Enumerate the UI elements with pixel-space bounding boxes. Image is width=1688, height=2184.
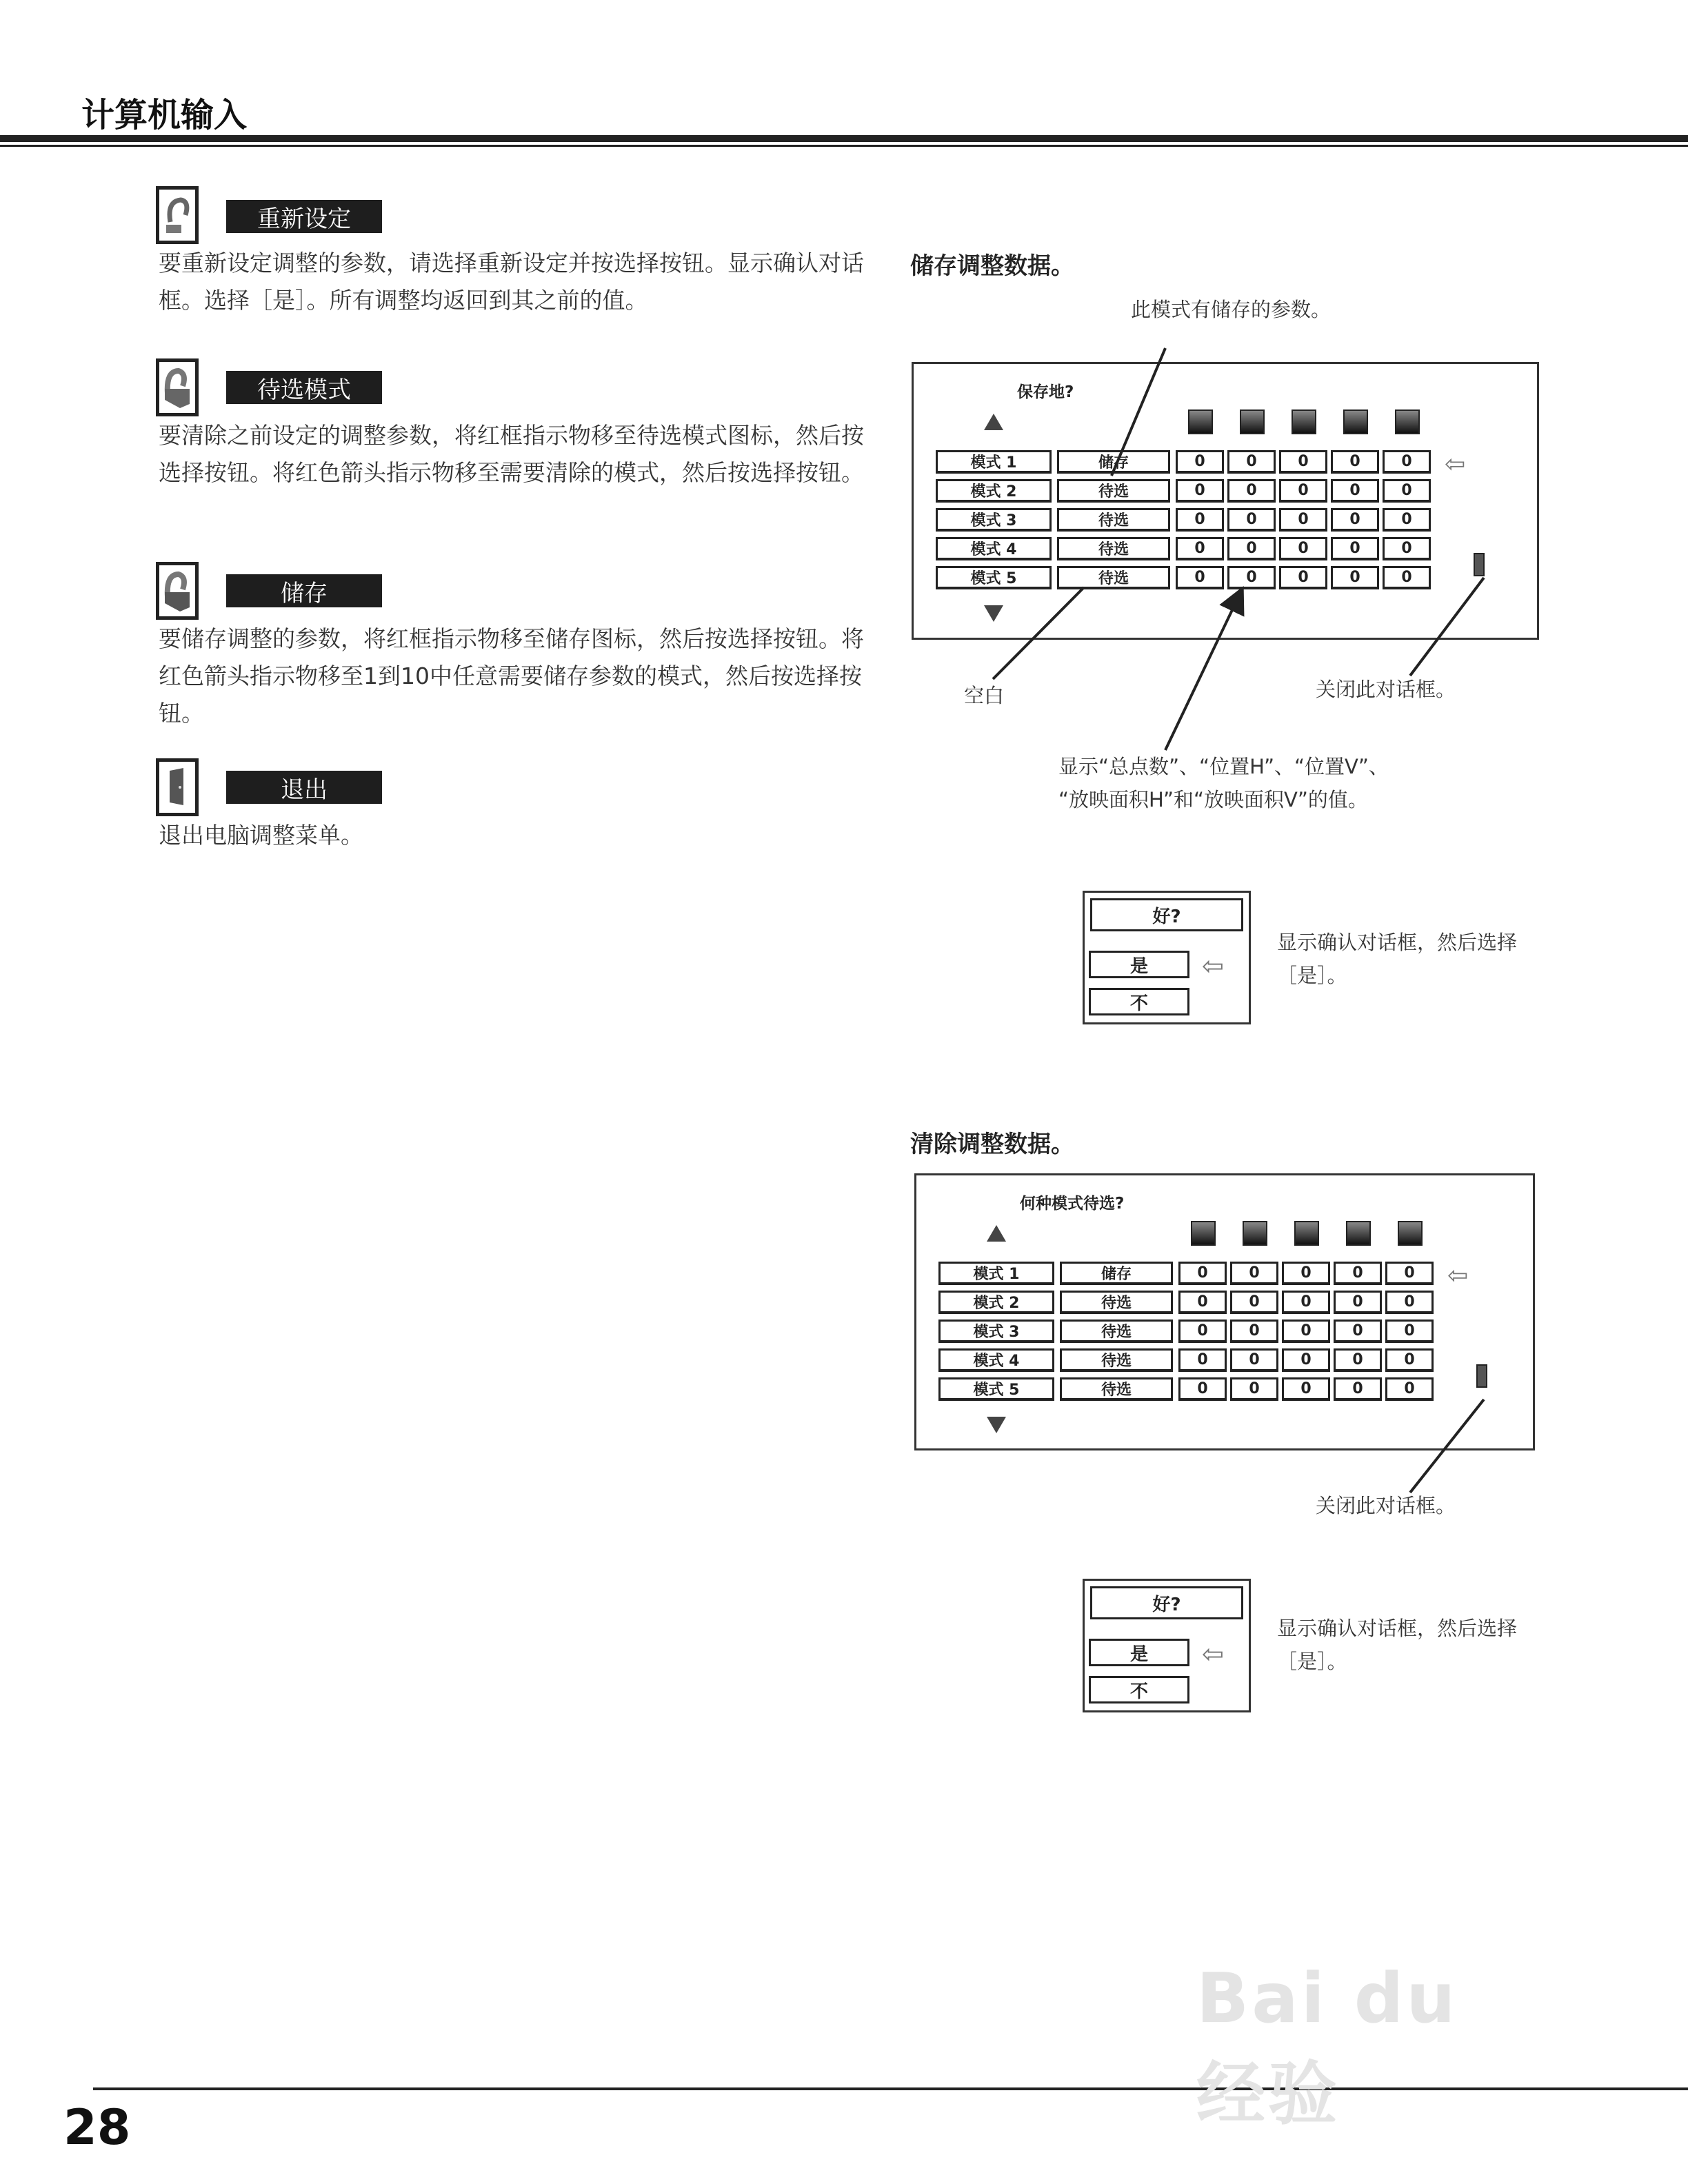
pointer-arrow-icon: ⇦: [1445, 450, 1466, 478]
value-cell: 0: [1227, 450, 1276, 474]
value-cell: 0: [1334, 1291, 1382, 1314]
mode-cell[interactable]: 模式 3: [936, 508, 1052, 532]
callout-stored: 此模式有储存的参数。: [1131, 298, 1332, 321]
callout-close: 关闭此对话框。: [1316, 678, 1456, 701]
value-cell: 0: [1331, 537, 1379, 560]
status-cell[interactable]: 储存: [1060, 1262, 1173, 1285]
value-cell: 0: [1230, 1291, 1278, 1314]
value-cell: 0: [1279, 479, 1327, 503]
section-text: 退出电脑调整菜单。: [159, 822, 363, 849]
status-cell[interactable]: 待选: [1057, 508, 1170, 532]
mode-cell[interactable]: 模式 1: [936, 450, 1052, 474]
dialog-title: 保存地?: [1017, 383, 1074, 401]
value-cell: 0: [1331, 508, 1379, 532]
confirm-title: 好?: [1090, 1586, 1243, 1619]
status-cell[interactable]: 待选: [1060, 1320, 1173, 1343]
value-cell: 0: [1178, 1348, 1227, 1372]
value-cell: 0: [1230, 1262, 1278, 1285]
mode-cell[interactable]: 模式 2: [938, 1291, 1054, 1314]
value-cell: 0: [1279, 537, 1327, 560]
store-heading: 储存调整数据。: [910, 252, 1074, 280]
value-cell: 0: [1176, 450, 1224, 474]
value-cell: 0: [1230, 1348, 1278, 1372]
clear-heading: 清除调整数据。: [910, 1131, 1074, 1158]
value-cell: 0: [1383, 537, 1431, 560]
value-cell: 0: [1334, 1377, 1382, 1401]
value-cell: 0: [1383, 479, 1431, 503]
confirm-note: 显示确认对话框，然后选择: [1277, 931, 1518, 954]
value-cell: 0: [1178, 1262, 1227, 1285]
value-cell: 0: [1282, 1348, 1330, 1372]
status-cell[interactable]: 储存: [1057, 450, 1170, 474]
dialog-title: 何种模式待选?: [1020, 1195, 1125, 1213]
value-cell: 0: [1383, 450, 1431, 474]
value-cell: 0: [1230, 1320, 1278, 1343]
status-cell[interactable]: 待选: [1057, 566, 1170, 589]
value-cell: 0: [1334, 1348, 1382, 1372]
value-cell: 0: [1331, 566, 1379, 589]
section-text: 要清除之前设定的调整参数，将红框指示物移至待选模式图标，然后按选择按钮。将红色箭头指示物移至需要清除的模式，然后按选择按钮。: [159, 422, 864, 486]
value-cell: 0: [1279, 508, 1327, 532]
value-cell: 0: [1176, 508, 1224, 532]
value-cell: 0: [1282, 1377, 1330, 1401]
mode-cell[interactable]: 模式 5: [938, 1377, 1054, 1401]
pointer-arrow-icon: ⇦: [1202, 1639, 1224, 1669]
status-cell[interactable]: 待选: [1060, 1377, 1173, 1401]
status-cell[interactable]: 待选: [1060, 1348, 1173, 1372]
status-cell[interactable]: 待选: [1057, 537, 1170, 560]
callout-values: 显示“总点数”、“位置H”、“位置V”、: [1058, 755, 1389, 778]
pointer-arrow-icon: ⇦: [1202, 951, 1224, 981]
section-label: 储存: [226, 574, 382, 607]
status-cell[interactable]: 待选: [1057, 479, 1170, 503]
mode-cell[interactable]: 模式 5: [936, 566, 1052, 589]
value-cell: 0: [1176, 479, 1224, 503]
value-cell: 0: [1334, 1320, 1382, 1343]
yes-button[interactable]: 是: [1089, 1639, 1189, 1666]
value-cell: 0: [1385, 1291, 1434, 1314]
value-cell: 0: [1385, 1348, 1434, 1372]
value-cell: 0: [1279, 566, 1327, 589]
value-cell: 0: [1334, 1262, 1382, 1285]
value-cell: 0: [1230, 1377, 1278, 1401]
callout-blank: 空白: [964, 684, 1005, 707]
value-cell: 0: [1385, 1320, 1434, 1343]
value-cell: 0: [1282, 1262, 1330, 1285]
value-cell: 0: [1227, 566, 1276, 589]
value-cell: 0: [1383, 508, 1431, 532]
confirm-note: ［是］。: [1277, 1650, 1347, 1673]
value-cell: 0: [1178, 1377, 1227, 1401]
page-number: 28: [63, 2099, 131, 2156]
value-cell: 0: [1178, 1291, 1227, 1314]
confirm-note: ［是］。: [1277, 964, 1347, 987]
value-cell: 0: [1176, 566, 1224, 589]
mode-cell[interactable]: 模式 1: [938, 1262, 1054, 1285]
value-cell: 0: [1176, 537, 1224, 560]
value-cell: 0: [1282, 1291, 1330, 1314]
value-cell: 0: [1282, 1320, 1330, 1343]
confirm-title: 好?: [1090, 898, 1243, 931]
value-cell: 0: [1227, 508, 1276, 532]
value-cell: 0: [1383, 566, 1431, 589]
no-button[interactable]: 不: [1089, 1676, 1189, 1703]
value-cell: 0: [1385, 1262, 1434, 1285]
section-text: 要储存调整的参数，将红框指示物移至储存图标，然后按选择按钮。将红色箭头指示物移至1到10中任意需要储存参数的模式，然后按选择按钮。: [159, 625, 864, 727]
section-text: 要重新设定调整的参数，请选择重新设定并按选择按钮。显示确认对话框。选择［是］。所有调整均返回到其之前的值。: [159, 250, 864, 314]
section-label: 待选模式: [226, 371, 382, 404]
value-cell: 0: [1331, 479, 1379, 503]
section-label: 退出: [226, 771, 382, 804]
mode-cell[interactable]: 模式 4: [936, 537, 1052, 560]
callout-values: “放映面积H”和“放映面积V”的值。: [1058, 788, 1368, 811]
status-cell[interactable]: 待选: [1060, 1291, 1173, 1314]
section-label: 重新设定: [226, 200, 382, 233]
value-cell: 0: [1385, 1377, 1434, 1401]
value-cell: 0: [1227, 537, 1276, 560]
yes-button[interactable]: 是: [1089, 951, 1189, 978]
mode-cell[interactable]: 模式 4: [938, 1348, 1054, 1372]
value-cell: 0: [1331, 450, 1379, 474]
confirm-note: 显示确认对话框，然后选择: [1277, 1617, 1518, 1640]
pointer-arrow-icon: ⇦: [1447, 1262, 1469, 1290]
value-cell: 0: [1227, 479, 1276, 503]
page-title: 计算机输入: [81, 96, 248, 134]
value-cell: 0: [1279, 450, 1327, 474]
callout-close: 关闭此对话框。: [1316, 1494, 1456, 1517]
mode-cell[interactable]: 模式 2: [936, 479, 1052, 503]
no-button[interactable]: 不: [1089, 988, 1189, 1015]
value-cell: 0: [1178, 1320, 1227, 1343]
watermark-logo: Bai du 经验: [1196, 1958, 1458, 2134]
mode-cell[interactable]: 模式 3: [938, 1320, 1054, 1343]
